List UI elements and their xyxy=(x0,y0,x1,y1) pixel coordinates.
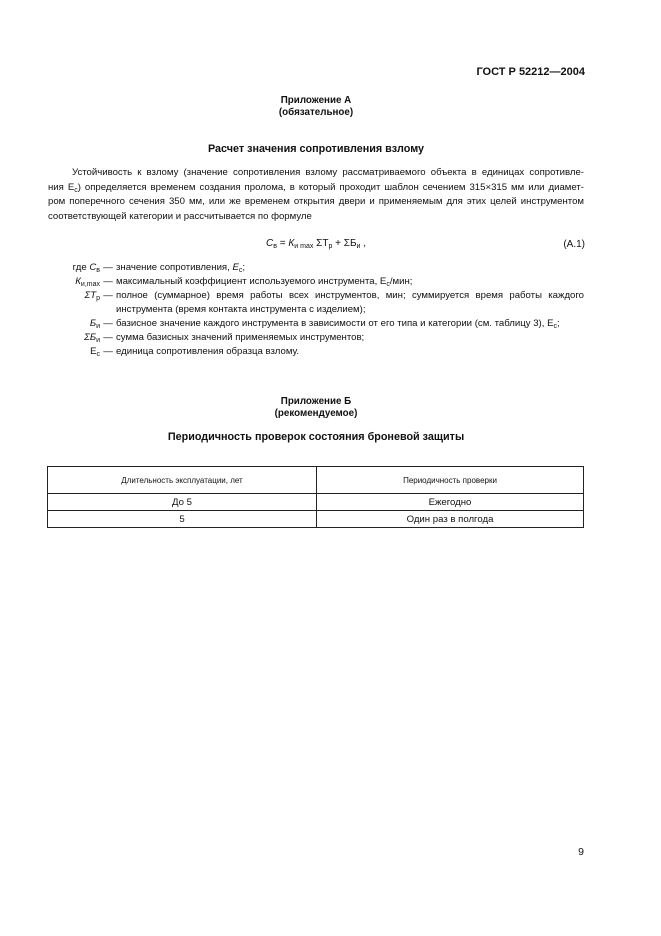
definition-text xyxy=(116,345,584,359)
definition-symbol-sub: и xyxy=(96,337,100,344)
definition-symbol-letter: Б xyxy=(89,318,97,329)
formula-lhs: С xyxy=(266,238,274,249)
appendix-b-status: (рекомендуемое) xyxy=(274,408,358,419)
definition-dash: — xyxy=(103,346,113,357)
definition-text-a: максимальный коэффициент используемого инструмента, Е xyxy=(116,276,387,287)
definition-symbol xyxy=(48,345,100,359)
definition-symbol xyxy=(48,261,100,275)
definition-dash: — xyxy=(103,318,113,329)
formula-a1 xyxy=(48,238,584,249)
definition-dash: — xyxy=(103,290,113,301)
definition-text xyxy=(116,289,584,317)
page-number: 9 xyxy=(578,846,584,858)
definition-symbol-letter: ΣБ xyxy=(84,332,97,343)
definition-row xyxy=(48,345,584,359)
definition-text-b: /мин; xyxy=(389,276,413,287)
definition-row xyxy=(48,331,584,345)
definition-symbol-sub: и,max xyxy=(80,281,100,288)
definition-symbol xyxy=(48,317,100,331)
appendix-b-heading: Периодичность проверок состояния броневой защиты xyxy=(167,431,465,443)
definition-symbol xyxy=(48,275,100,289)
formula-plus-sum-b: + ΣБ xyxy=(332,238,357,249)
definition-text-b: ; xyxy=(556,318,560,329)
appendix-a-status: (обязательное) xyxy=(278,107,354,118)
definition-text-a: единица сопротивления образца взлому. xyxy=(116,346,300,357)
formula-k-sub: и max xyxy=(294,243,314,250)
appendix-a-paragraph xyxy=(48,166,584,224)
definitions-list xyxy=(48,261,584,359)
definition-text-symbol: Е xyxy=(232,262,239,273)
definition-text-sub: с xyxy=(553,323,557,330)
definition-dash: — xyxy=(103,276,113,287)
definition-text-sub: с xyxy=(238,267,243,274)
definition-text-a: сумма базисных значений применяемых инструментов; xyxy=(116,332,365,343)
appendix-b-title: Приложение Б xyxy=(280,396,352,407)
definition-text-line2: инструмента (время контакта инструмента с изделием); xyxy=(116,304,366,315)
definition-prefix: где xyxy=(72,262,90,273)
definition-dash: — xyxy=(103,262,113,273)
table-row xyxy=(48,511,584,528)
table-cell: 5 xyxy=(48,511,317,528)
definition-row xyxy=(48,275,584,289)
definition-symbol-letter: ΣТ xyxy=(84,290,97,301)
formula-k: К xyxy=(288,238,295,249)
formula-lhs-sub: в xyxy=(273,243,277,250)
definition-symbol-sub: с xyxy=(96,351,100,358)
definition-text-line1: полное (суммарное) время работы всех инструментов, мин; суммируется время работы каждого xyxy=(116,290,584,301)
table-cell: Один раз в полгода xyxy=(317,511,584,528)
definition-symbol-letter: Е xyxy=(90,346,97,357)
table-row xyxy=(48,494,584,511)
definition-row xyxy=(48,289,584,317)
formula-t-sub: р xyxy=(328,243,333,250)
appendix-a-heading: Расчет значения сопротивления взлому xyxy=(207,143,425,155)
standard-code: ГОСТ Р 52212—2004 xyxy=(476,66,585,78)
inspection-table xyxy=(47,466,584,528)
formula-b-sub: и xyxy=(356,243,361,250)
definition-symbol xyxy=(48,289,100,317)
formula-sum-t: ΣТ xyxy=(313,238,329,249)
definition-text-b: ; xyxy=(242,262,246,273)
definition-symbol-letter: С xyxy=(89,262,97,273)
definition-text-a: значение сопротивления, xyxy=(116,262,233,273)
paragraph-line-4: соответствующей категории и рассчитывается по формуле xyxy=(48,210,312,222)
definition-text xyxy=(116,275,584,289)
appendix-b-title-block xyxy=(48,396,584,420)
appendix-a-title: Приложение А xyxy=(280,95,352,106)
formula-number: (А.1) xyxy=(563,239,585,250)
definition-text xyxy=(116,261,584,275)
definition-symbol xyxy=(48,331,100,345)
formula-eq: = xyxy=(276,238,289,249)
definition-text-a: базисное значение каждого инструмента в зависимости от его типа и категории (см. таблицу 3), Е xyxy=(116,318,554,329)
column-header-duration: Длительность эксплуатации, лет xyxy=(48,467,317,494)
paragraph-line-2 xyxy=(48,181,584,196)
definition-row xyxy=(48,261,584,275)
table-cell: Ежегодно xyxy=(317,494,584,511)
table-cell: До 5 xyxy=(48,494,317,511)
definition-symbol-sub: р xyxy=(96,295,100,302)
paragraph-line-1: Устойчивость к взлому (значение сопротивления взлому рассматриваемого объекта в единицах сопротивле- xyxy=(72,167,584,178)
table-header-row xyxy=(48,467,584,494)
definition-text xyxy=(116,331,584,345)
paragraph-sub: с xyxy=(74,186,78,194)
definition-symbol-letter: К xyxy=(75,276,81,287)
definition-row xyxy=(48,317,584,331)
paragraph-line-2b: ) определяется временем создания пролома, в который проходит шаблон сечением 315×315 мм или диамет- xyxy=(77,181,584,193)
definition-dash: — xyxy=(103,332,113,343)
definition-text-sub: с xyxy=(386,281,390,288)
formula-end: , xyxy=(360,238,366,249)
column-header-frequency: Периодичность проверки xyxy=(317,467,584,494)
appendix-a-title-block xyxy=(48,95,584,119)
paragraph-line-3: ром поперечного сечения 350 мм, или же временем открытия двери и применяемым для этих целей инструментом xyxy=(48,196,584,208)
paragraph-line-2a: ния Е xyxy=(48,181,75,193)
definition-symbol-sub: и xyxy=(96,323,100,330)
definition-text xyxy=(116,317,584,331)
definition-symbol-sub: в xyxy=(96,267,100,274)
